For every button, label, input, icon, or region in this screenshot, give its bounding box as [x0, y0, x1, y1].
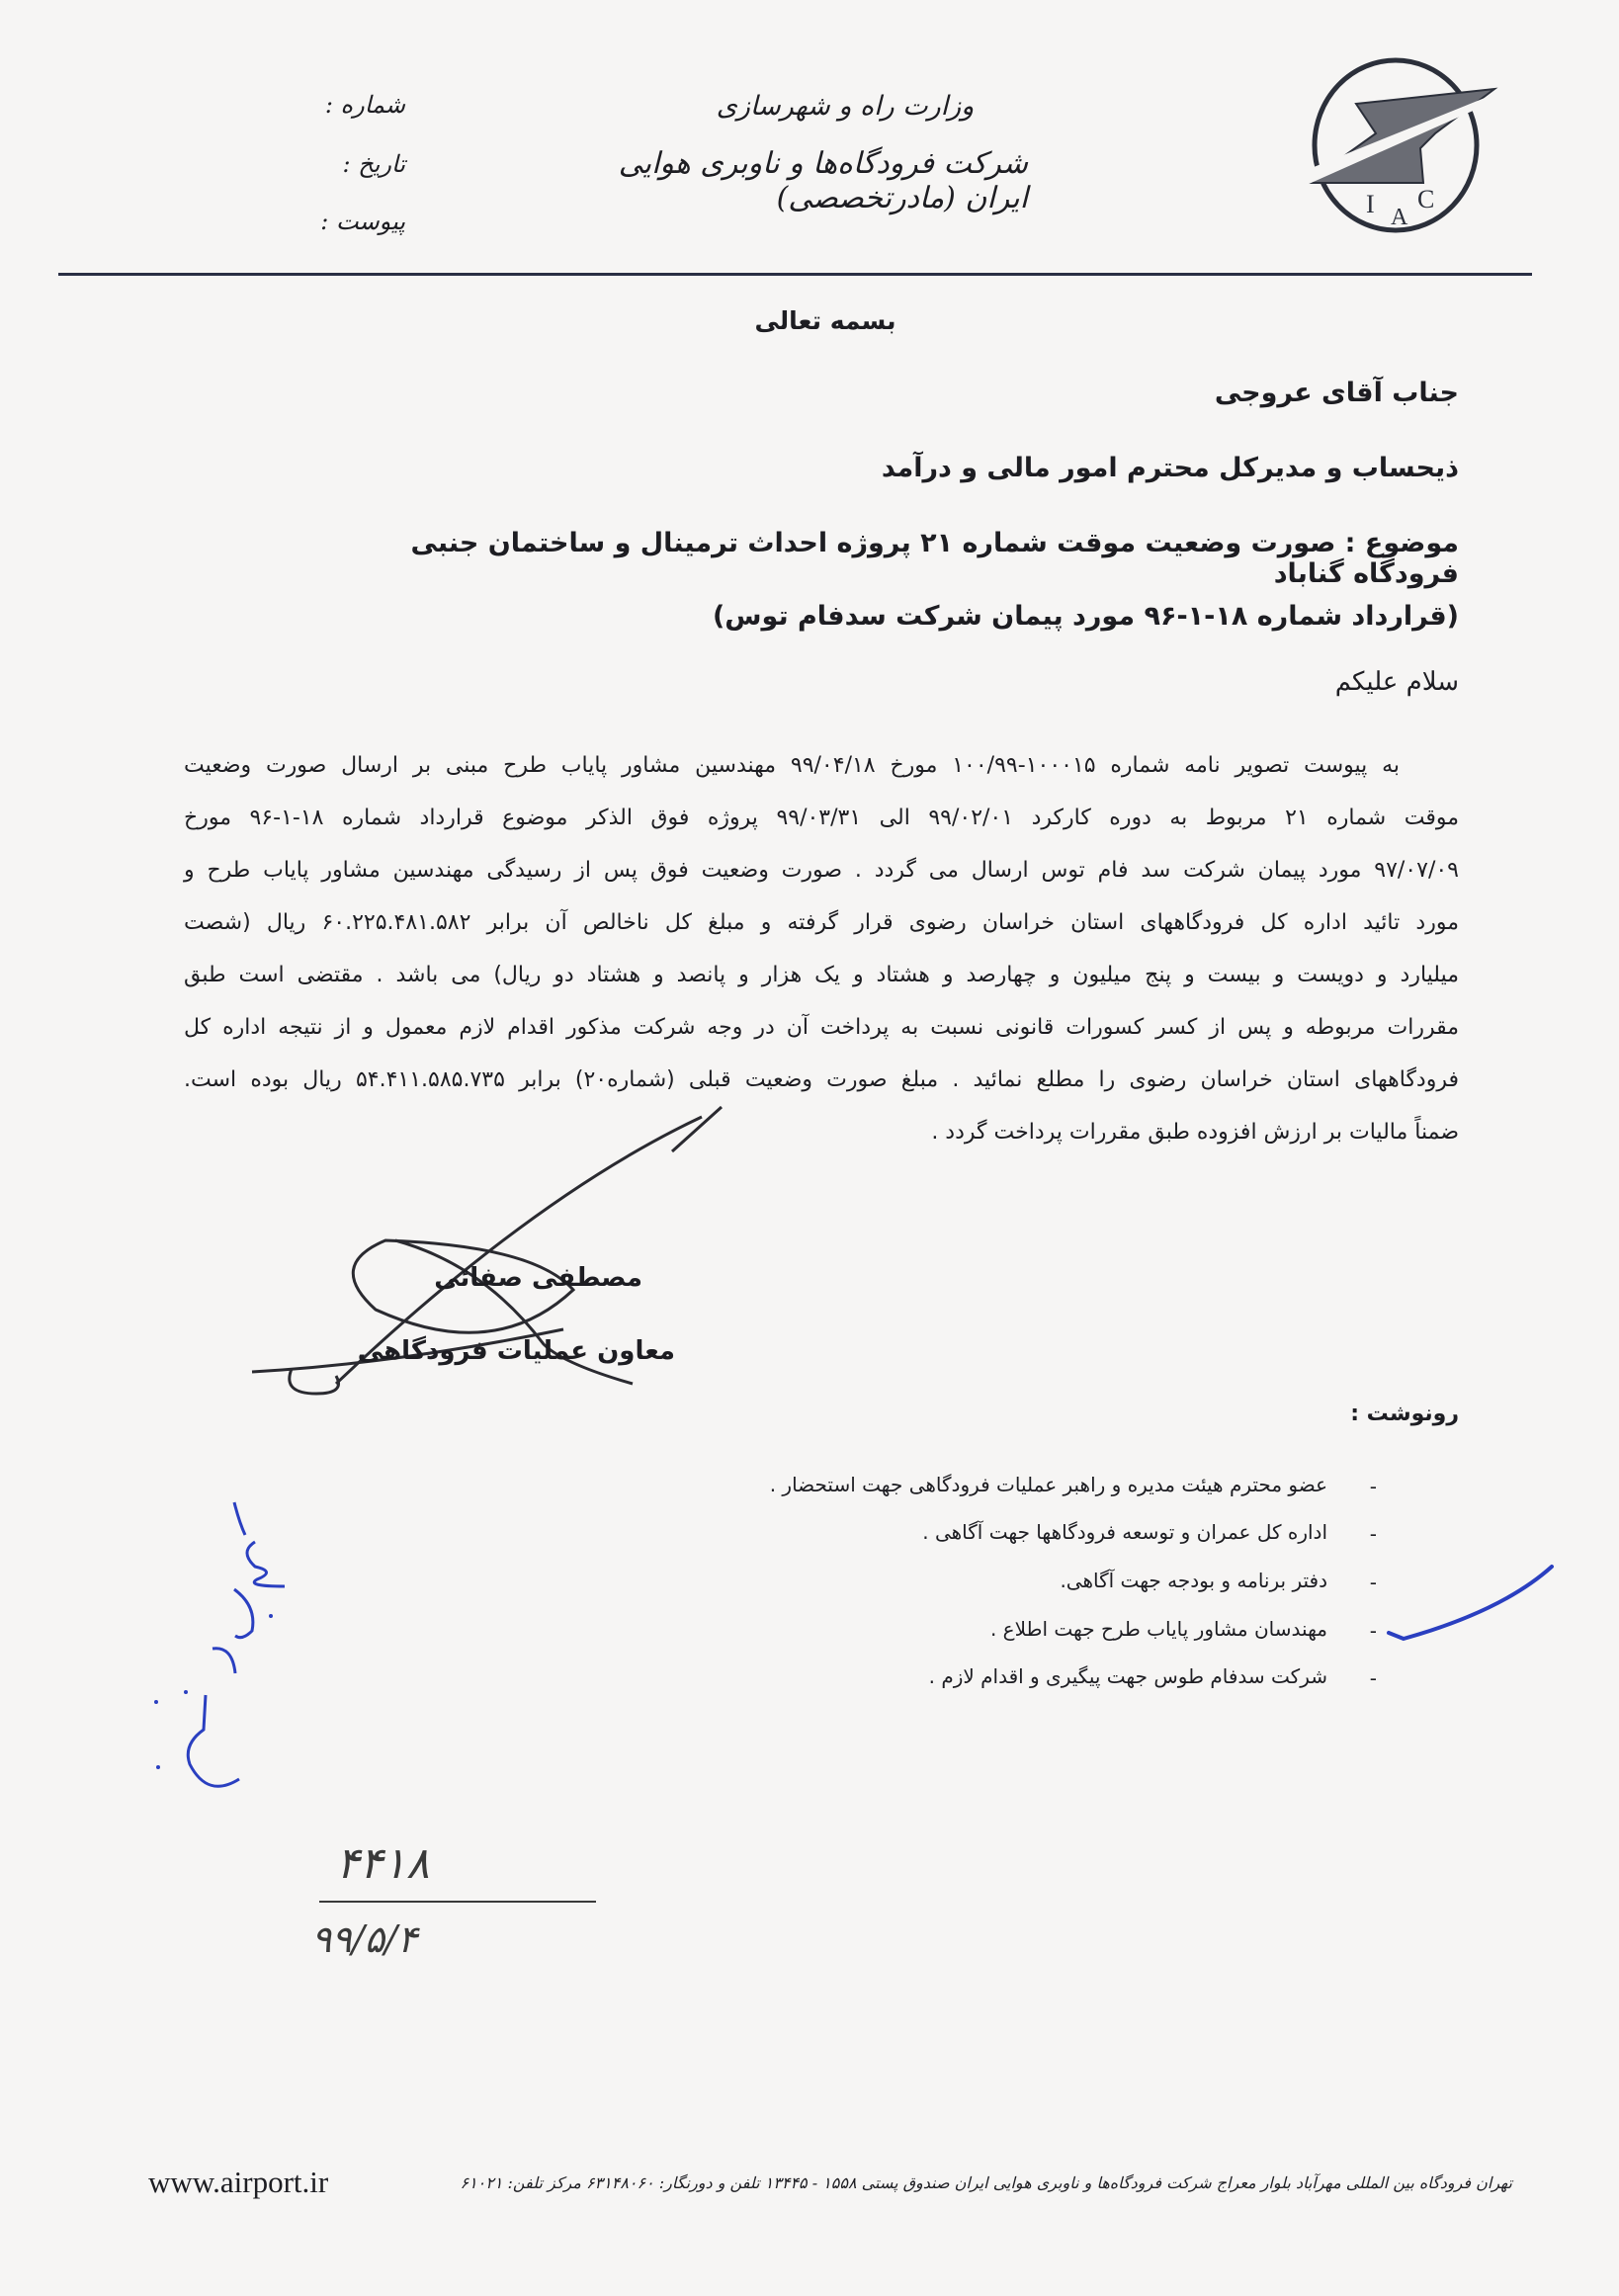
body-line: ضمناً مالیات بر ارزش افزوده طبق مقررات پرداخت گردد . [931, 1120, 1459, 1145]
body-line: مقررات مربوطه و پس از کسر کسورات قانونی نسبت به پرداخت آن در وجه شرکت مذکور اقدام لازم معمول و از نتیجه اداره کل [184, 1015, 1459, 1040]
body-line: میلیارد و دویست و بیست و پنج میلیون و چهارصد و هشتاد و یک هزار و پانصد و هشتاد دو ریال) می باشد . مقتضی است طبق [184, 963, 1459, 987]
ministry-name: وزارت راه و شهرسازی [716, 91, 975, 122]
cc-dash: - [1369, 1666, 1377, 1690]
svg-text:A: A [1391, 205, 1408, 230]
iac-logo [1247, 54, 1534, 237]
body-line: ۹۷/۰۷/۰۹ مورد پیمان شرکت سد فام توس ارسال می گردد . صورت وضعیت فوق پس از رسیدگی مهندسین مشاور پایاب طرح و [184, 858, 1459, 883]
attachment-label: پیوست : [320, 208, 405, 235]
cc-item: اداره کل عمران و توسعه فرودگاهها جهت آگاهی . [922, 1520, 1327, 1544]
header-divider [58, 273, 1532, 276]
cc-item: شرکت سدفام طوس جهت پیگیری و اقدام لازم . [928, 1664, 1327, 1688]
number-label: شماره : [324, 91, 405, 119]
cc-item: مهندسان مشاور پایاب طرح جهت اطلاع . [989, 1617, 1327, 1641]
recipient: جناب آقای عروجی [1214, 378, 1459, 408]
date-label: تاریخ : [342, 150, 405, 178]
handwritten-rule [319, 1901, 596, 1903]
greeting: سلام علیکم [1334, 667, 1459, 697]
bismillah: بسمه تعالی [754, 306, 896, 335]
handwritten-date: ۹۹/۵/۴ [311, 1917, 418, 1961]
footer-website[interactable]: www.airport.ir [148, 2165, 329, 2199]
body-line: به پیوست تصویر نامه شماره ۱۰۰۰۱۵-۱۰۰/۹۹ مورخ ۹۹/۰۴/۱۸ مهندسین مشاور پایاب طرح مبنی بر ارسال صورت وضعیت [184, 753, 1400, 778]
recipient-title: ذیحساب و مدیرکل محترم امور مالی و درآمد [881, 453, 1459, 483]
cc-label: رونوشت : [1350, 1402, 1459, 1426]
footer-address: تهران فرودگاه بین المللی مهرآباد بلوار معراج شرکت فرودگاه‌ها و ناوبری هوایی ایران صندوق پستی ۱۵۵۸ - ۱۳۴۴۵ تلفن و دورنگار: ۶۳۱۴۸۰۶۰ مرکز تلفن: ۶۱۰۲۱ [460, 2172, 1512, 2192]
pen-check-mark [1384, 1562, 1562, 1651]
body-line: مورد تائید اداره کل فرودگاههای استان خراسان رضوی قرار گرفته و مبلغ کل ناخالص آن برابر ۶۰.۲۲۵.۴۸۱.۵۸۲ ریال (شصت [184, 910, 1460, 935]
cc-dash: - [1369, 1571, 1377, 1594]
handwritten-annotation [128, 1473, 316, 1828]
body-line: موقت شماره ۲۱ مربوط به دوره کارکرد ۹۹/۰۲/۰۱ الی ۹۹/۰۳/۳۱ پروژه فوق الذکر موضوع قرارداد شماره ۱۸-۱-۹۶ مورخ [184, 806, 1460, 830]
signatory-name: مصطفی صفائی [434, 1263, 642, 1293]
footer [148, 2165, 1512, 2200]
cc-item: عضو محترم هیئت مدیره و راهبر عملیات فرودگاهی جهت استحضار . [769, 1473, 1327, 1496]
body-line: فرودگاههای استان خراسان رضوی را مطلع نمائید . مبلغ صورت وضعیت قبلی (شماره۲۰) برابر ۵۴.۴۱۱.۵۸۵.۷۳۵ ریال بوده است. [184, 1067, 1459, 1092]
cc-item: دفتر برنامه و بودجه جهت آگاهی. [1060, 1569, 1327, 1592]
cc-dash: - [1369, 1522, 1377, 1546]
svg-text:I: I [1366, 190, 1375, 218]
svg-text:C: C [1417, 185, 1435, 213]
cc-dash: - [1369, 1619, 1377, 1643]
cc-dash: - [1369, 1475, 1377, 1498]
contract-reference: (قرارداد شماره ۱۸-۱-۹۶ مورد پیمان شرکت سدفام توس) [712, 601, 1459, 632]
company-name: شرکت فرودگاه‌ها و ناوبری هوایی ایران (مادرتخصصی) [618, 146, 1028, 215]
handwritten-number: ۴۴۱۸ [336, 1838, 430, 1889]
signatory-title: معاون عملیات فرودگاهی [357, 1336, 675, 1366]
subject: موضوع : صورت وضعیت موقت شماره ۲۱ پروژه احداث ترمینال و ساختمان جنبی فرودگاه گناباد [410, 528, 1459, 589]
